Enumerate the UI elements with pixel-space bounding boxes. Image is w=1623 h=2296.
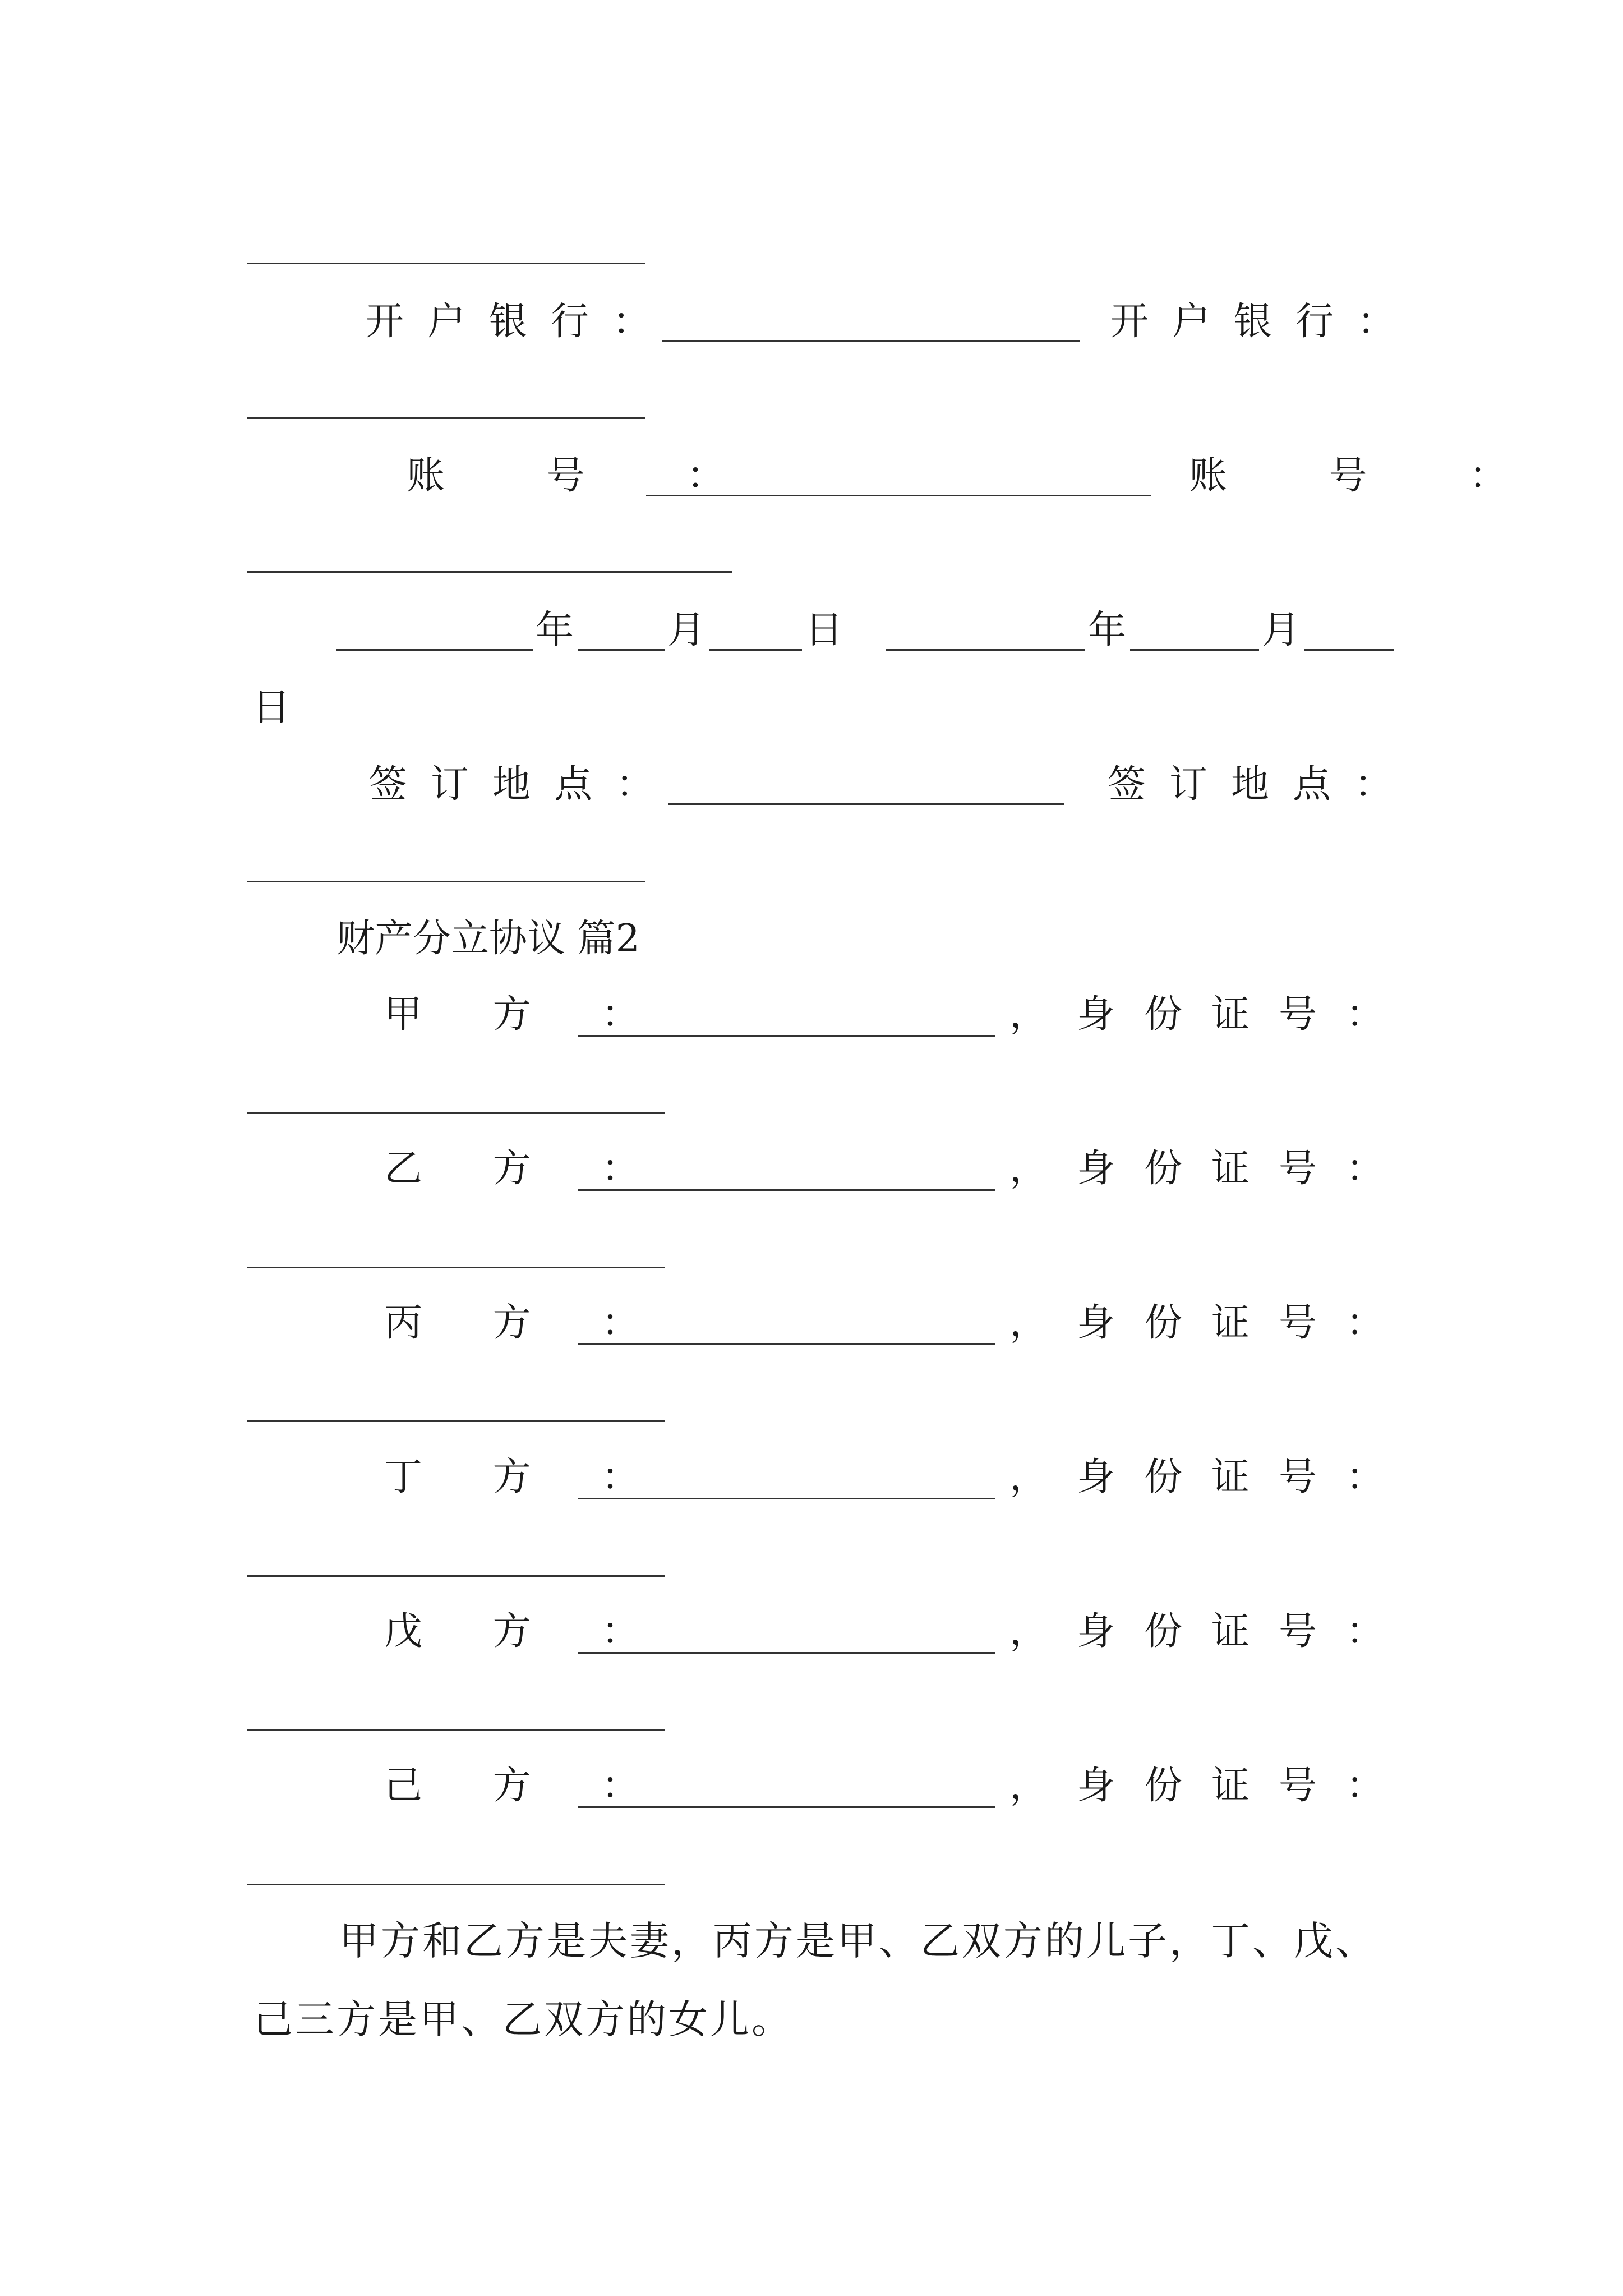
party-name-field[interactable] [578,1189,995,1191]
date-year-field-right[interactable] [886,649,1085,651]
party-name: 戊 方 ： [384,1609,669,1654]
account-label-left: 账 号 ： [407,454,770,498]
date-day-left: 日 [805,608,843,652]
bank-field-right[interactable] [247,417,645,419]
date-year-right: 年 [1088,608,1127,652]
sign-place-field-left[interactable] [668,803,1064,805]
sign-place-field-right[interactable] [247,881,645,882]
date-year-left: 年 [536,608,574,652]
account-field-left[interactable] [646,495,1151,496]
bank-label-left: 开户银行： [366,300,675,344]
party-name-field[interactable] [578,1806,995,1808]
section-title: 财产分立协议 篇2 [336,917,640,961]
party-id-label: ，身份证号： [1009,992,1414,1037]
party-id-field[interactable] [247,1575,665,1577]
blank-line-top[interactable] [247,263,645,264]
sign-place-label-left: 签订地点： [369,762,678,807]
party-id-label: ，身份证号： [1009,1764,1414,1808]
date-year-field-left[interactable] [336,649,533,651]
sign-place-label-right: 签订地点： [1108,762,1417,807]
closing-line-1: 甲方和乙方是夫妻，丙方是甲、乙双方的儿子，丁、戊、 [339,1918,1377,1964]
account-label-right: 账 号 ： [1189,454,1552,498]
party-id-label: ，身份证号： [1009,1301,1414,1345]
date-day-field-left[interactable] [709,649,802,651]
party-name: 丙 方 ： [384,1301,669,1345]
party-id-field[interactable] [247,1112,665,1114]
party-name: 甲 方 ： [384,992,669,1037]
party-id-label: ，身份证号： [1009,1455,1414,1499]
account-field-right[interactable] [247,571,732,573]
party-id-label: ，身份证号： [1009,1147,1414,1191]
bank-label-right: 开户银行： [1110,300,1419,344]
bank-field-left[interactable] [662,340,1080,342]
date-month-field-right[interactable] [1130,649,1259,651]
party-name-field[interactable] [578,1343,995,1345]
party-id-label: ，身份证号： [1009,1609,1414,1654]
date-day-right: 日 [252,685,291,730]
date-month-field-left[interactable] [578,649,665,651]
party-name-field[interactable] [578,1652,995,1654]
party-id-field[interactable] [247,1267,665,1268]
party-id-field[interactable] [247,1420,665,1422]
date-day-field-right[interactable] [1304,649,1394,651]
party-name-field[interactable] [578,1035,995,1037]
date-month-left: 月 [667,608,706,652]
party-name: 丁 方 ： [384,1455,669,1499]
party-name: 己 方 ： [384,1764,669,1808]
closing-line-2: 己三方是甲、乙双方的女儿。 [253,1996,793,2042]
date-month-right: 月 [1262,608,1301,652]
party-id-field[interactable] [247,1884,665,1885]
party-id-field[interactable] [247,1729,665,1731]
party-name: 乙 方 ： [384,1147,669,1191]
party-name-field[interactable] [578,1498,995,1499]
